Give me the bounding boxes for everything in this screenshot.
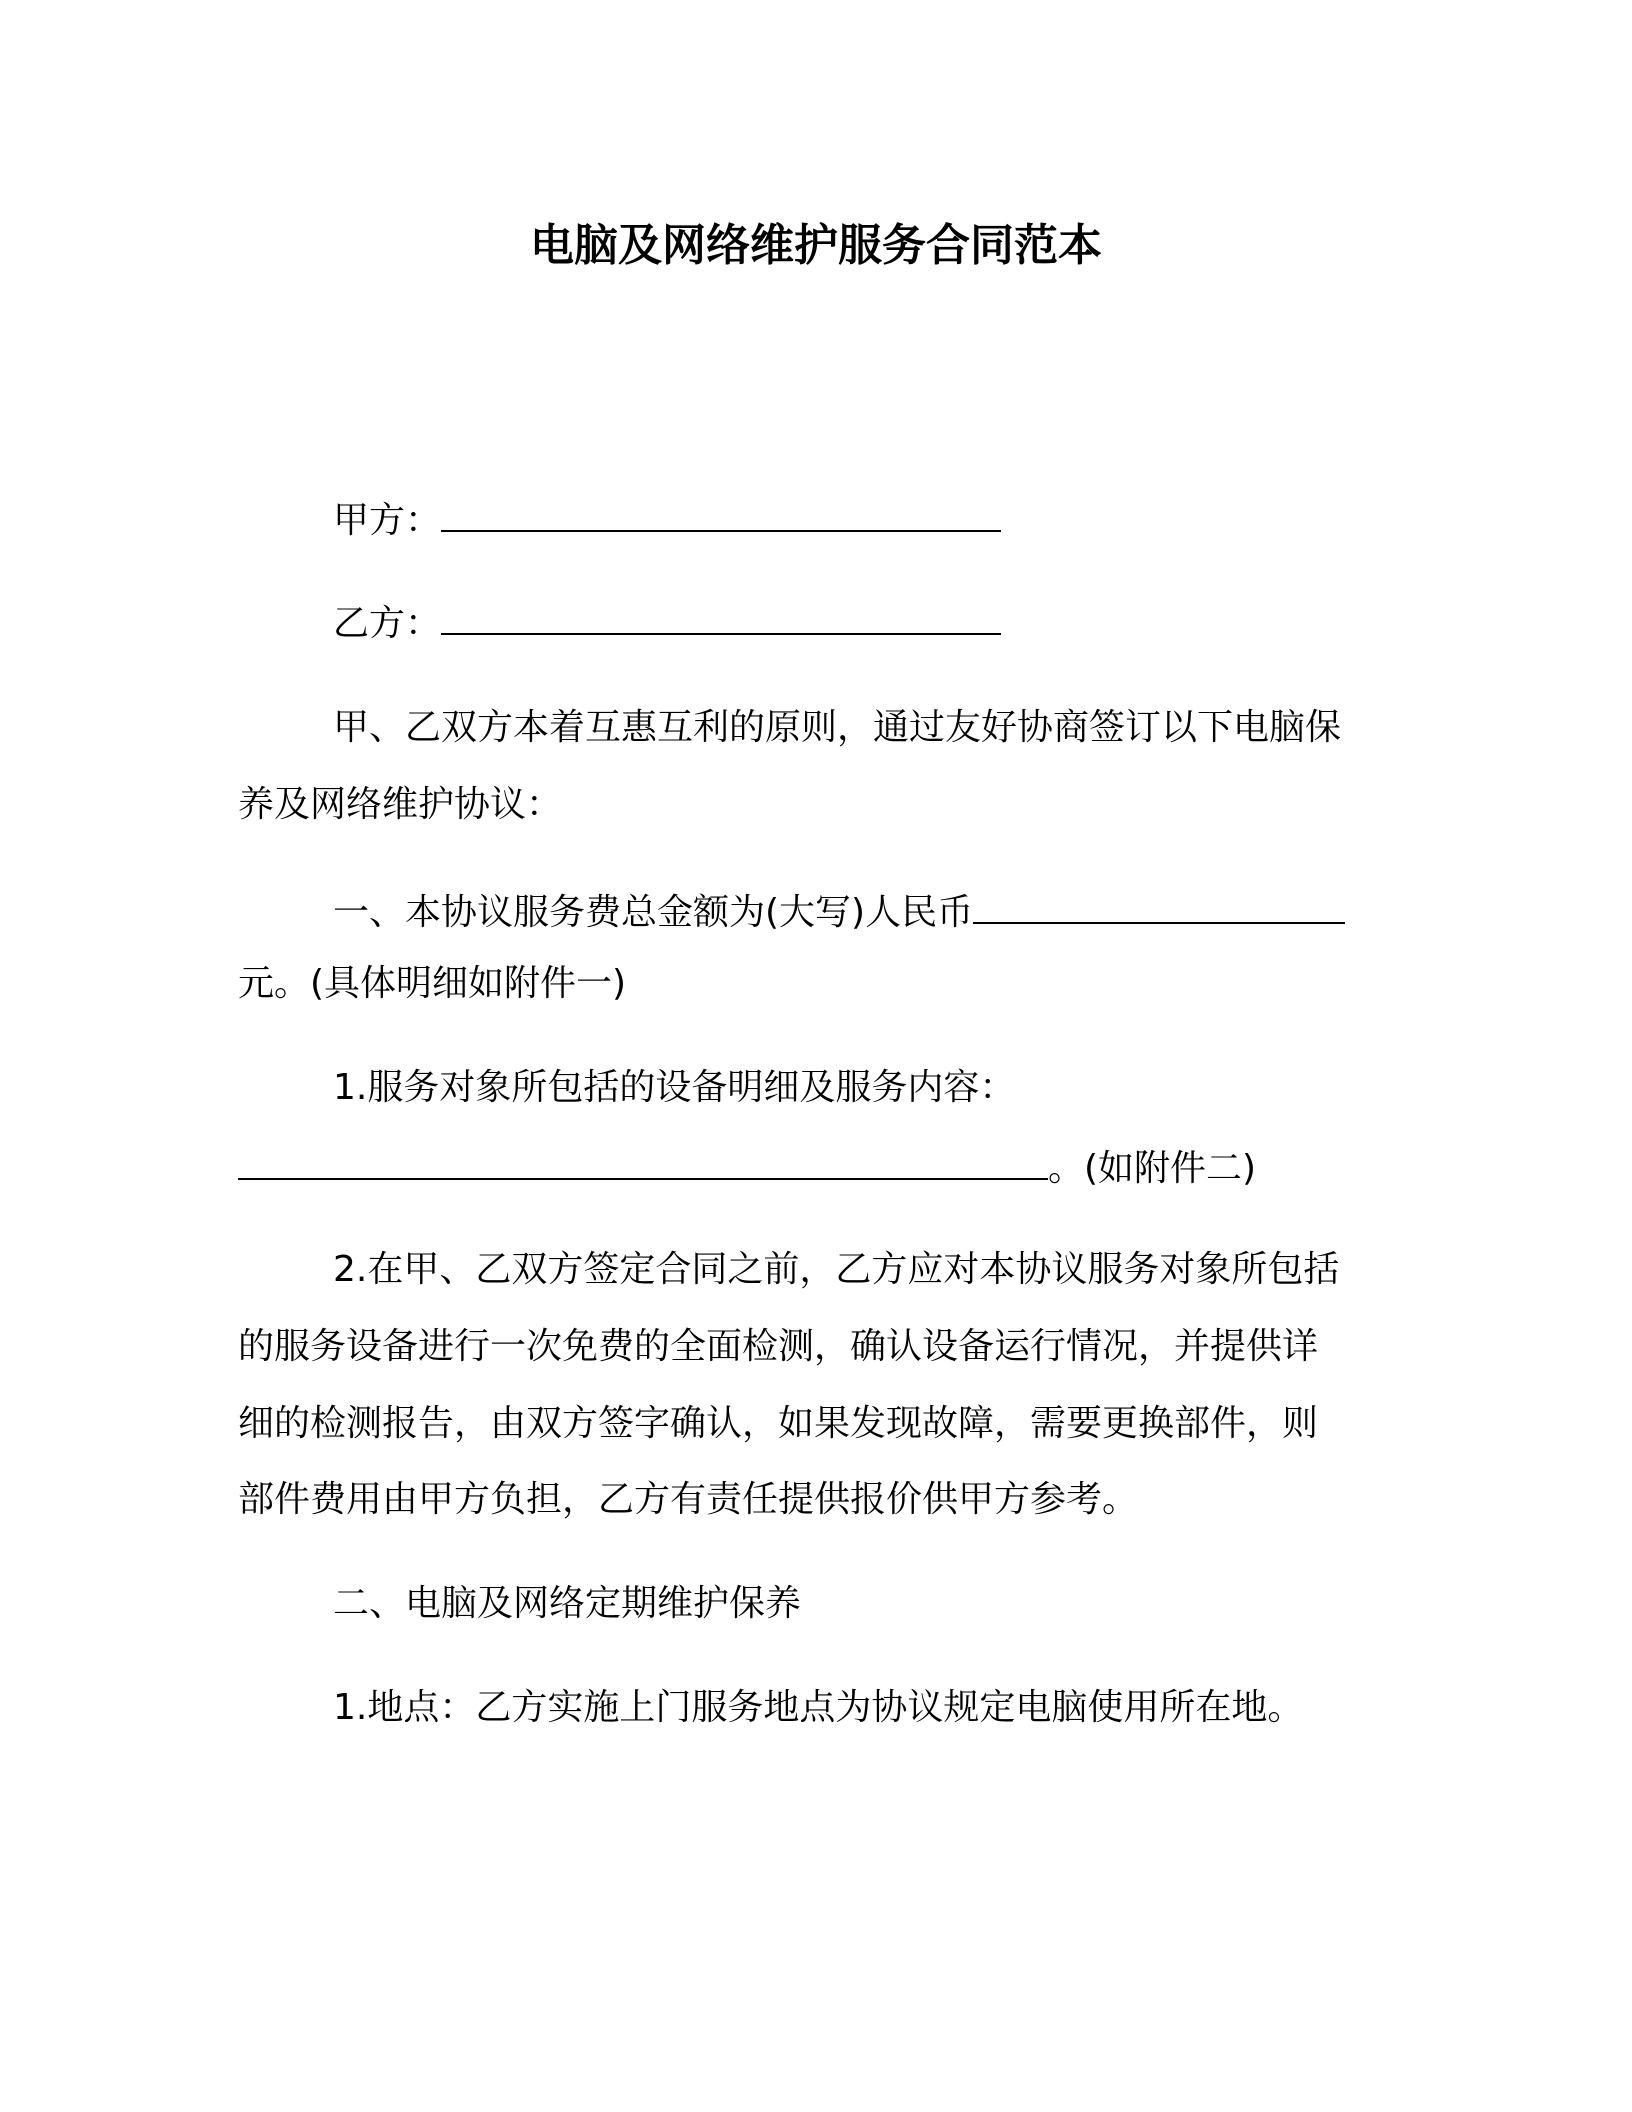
- equipment-blank: [238, 1144, 1048, 1180]
- section1-item2-line-2: 的服务设备进行一次免费的全面检测，确认设备运行情况，并提供详: [238, 1326, 1319, 1367]
- section1-item2-line-3: 细的检测报告，由双方签字确认，如果发现故障，需要更换部件，则: [238, 1403, 1319, 1444]
- section1-item2-line-4: 部件费用由甲方负担，乙方有责任提供报价供甲方参考。: [238, 1479, 1139, 1520]
- party-b-blank: [441, 599, 1001, 635]
- party-a-label: 甲方：: [333, 500, 442, 541]
- party-a-line: [333, 496, 1001, 545]
- section1-line-2: 元。(具体明细如附件一): [238, 963, 627, 1004]
- party-b-label: 乙方：: [333, 603, 442, 644]
- amount-blank: [973, 888, 1345, 924]
- intro-line-2: 养及网络维护协议：: [238, 784, 563, 825]
- intro-line-1: 甲、乙双方本着互惠互利的原则，通过友好协商签订以下电脑保: [333, 707, 1342, 748]
- section2-item1: 1.地点：乙方实施上门服务地点为协议规定电脑使用所在地。: [333, 1687, 1304, 1728]
- party-b-line: [333, 599, 1001, 648]
- appendix2-note: 。(如附件二): [1048, 1148, 1257, 1189]
- section2-heading: 二、电脑及网络定期维护保养: [333, 1583, 802, 1624]
- section1-item1-line-2: [238, 1144, 1256, 1193]
- section1-item1-line-1: 1.服务对象所包括的设备明细及服务内容：: [333, 1067, 1016, 1108]
- section1-item2-line-1: 2.在甲、乙双方签定合同之前，乙方应对本协议服务对象所包括: [333, 1249, 1340, 1290]
- section1-text: 一、本协议服务费总金额为(大写)人民币: [333, 892, 974, 933]
- document-title: 电脑及网络维护服务合同范本: [530, 220, 1102, 271]
- section1-line-1: [333, 888, 1345, 937]
- party-a-blank: [441, 496, 1001, 532]
